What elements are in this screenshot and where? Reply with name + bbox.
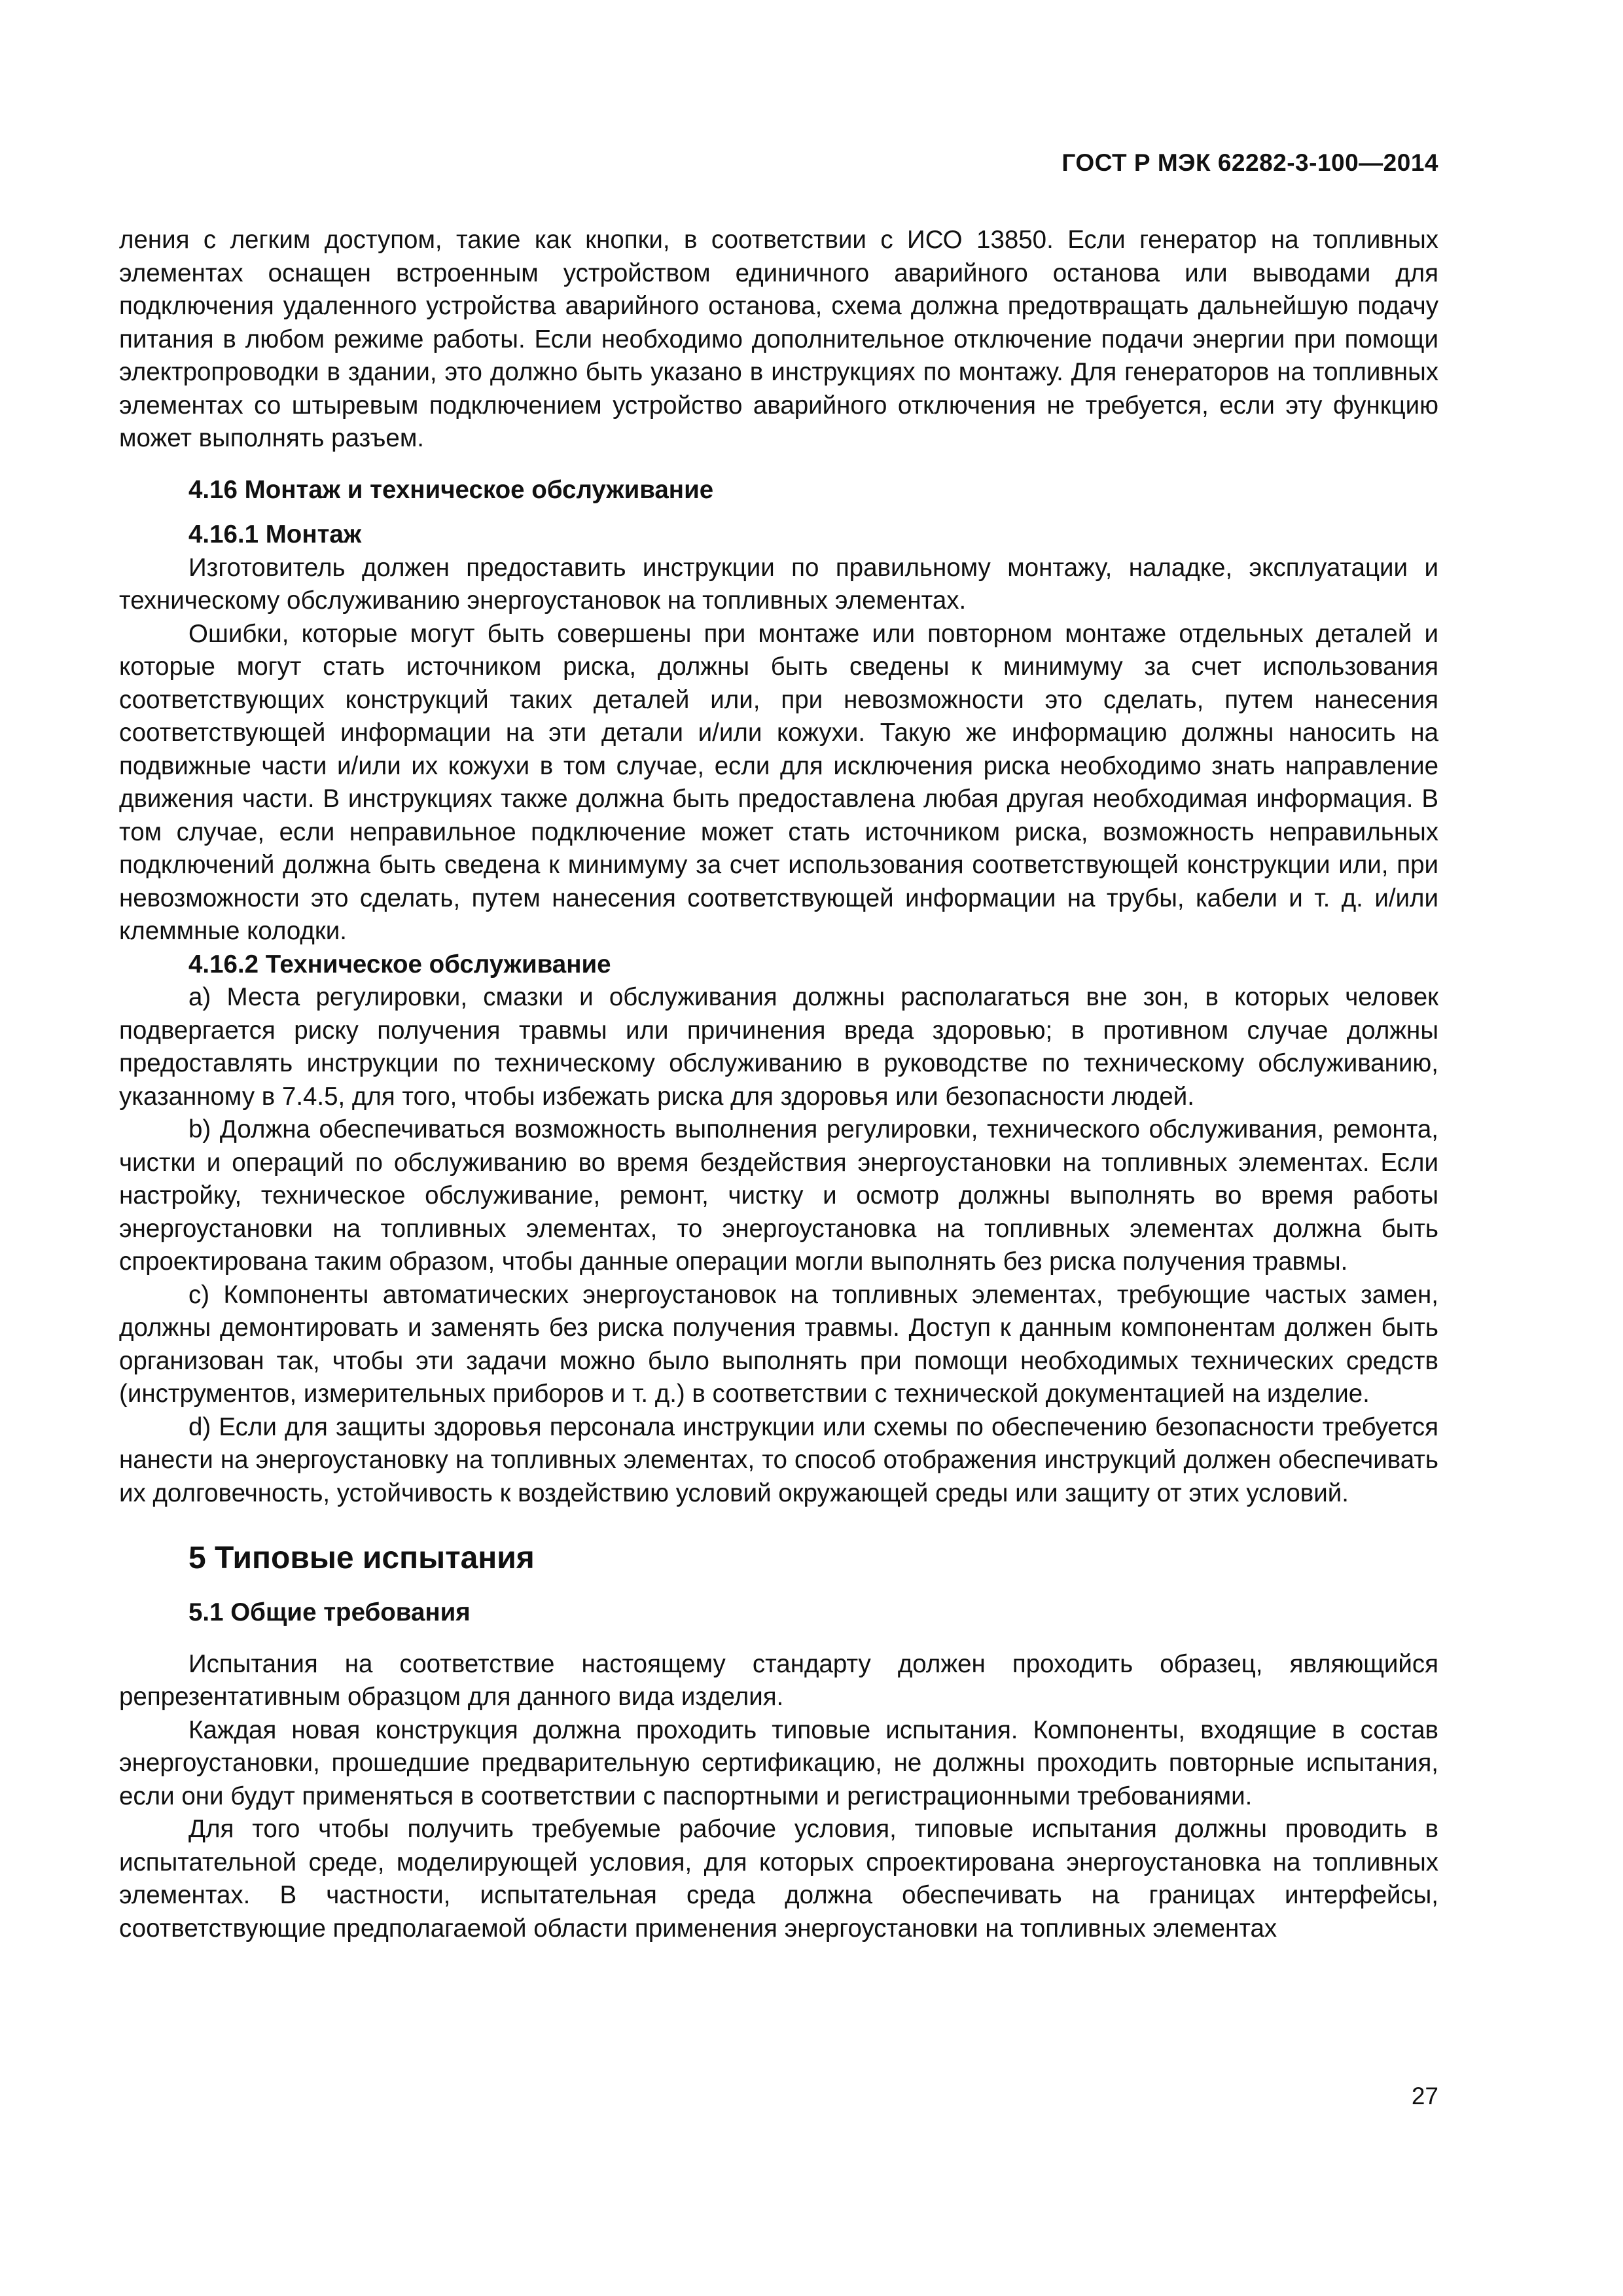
maintenance-item-a: а) Места регулировки, смазки и обслуживания должны располагаться вне зон, в которых человек подвергается риску получения травмы или причинения вреда здоровью; в противном случае должны предоставлять инструкции по техническому обслуживанию в руководстве по техническому обслуживанию, указанному в 7.4.5, для того, чтобы избежать риска для здоровья или безопасности людей. bbox=[119, 983, 1438, 1111]
spacer bbox=[119, 1510, 1438, 1539]
intro-paragraph: ления с легким доступом, такие как кнопки, в соответствии с ИСО 13850. Если генератор на топливных элементах оснащен встроенным устройством единичного аварийного останова или выводами для подключения удаленного устройства аварийного останова, схема должна предотвращать дальнейшую подачу питания в любом режиме работы. Если необходимо дополнительное отключение подачи энергии при помощи электропроводки в здании, это должно быть указано в инструкциях по монтажу. Для генераторов на топливных элементах со штыревым подключением устройство аварийного отключения не требуется, если эту функцию может выполнять разъем. bbox=[119, 226, 1438, 452]
maintenance-item-b: b) Должна обеспечиваться возможность выполнения регулировки, технического обслуживания, ремонта, чистки и операций по обслуживанию во время бездействия энергоустановки на топливных элементах. Если настройку, техническое обслуживание, ремонт, чистку и осмотр должны выполнять во время работы энергоустановки на топливных элементах, то энергоустановка на топливных элементах должна быть спроектирована таким образом, чтобы данные операции могли выполнять без риска получения травмы. bbox=[119, 1115, 1438, 1276]
spacer bbox=[119, 507, 1438, 518]
section-4-16-2-heading: 4.16.2 Техническое обслуживание bbox=[188, 950, 611, 978]
section-5-1-paragraph-3: Для того чтобы получить требуемые рабочие условия, типовые испытания должны проводить в испытательной среде, моделирующей условия, для которых спроектирована энергоустановка на топливных элементах. В частности, испытательная среда должна обеспечивать на границах интерфейсы, соответствующие предполагаемой области применения энергоустановки на топливных элементах bbox=[119, 1815, 1438, 1943]
section-5-heading: 5 Типовые испытания bbox=[188, 1541, 535, 1575]
spacer bbox=[119, 456, 1438, 474]
section-5-1-heading: 5.1 Общие требования bbox=[188, 1598, 471, 1626]
document-code-header: ГОСТ Р МЭК 62282-3-100—2014 bbox=[1061, 149, 1438, 176]
section-4-16-1-paragraph-2: Ошибки, которые могут быть совершены при монтаже или повторном монтаже отдельных деталей и которые могут стать источником риска, должны быть сведены к минимуму за счет использования соответствующих конструкций таких деталей или, при невозможности это сделать, путем нанесения соответствующей информации на эти детали и/или кожухи. Такую же информацию должны наносить на подвижные части и/или их кожухи в том случае, если для исключения риска необходимо знать направление движения части. В инструкциях также должна быть предоставлена любая другая необходимая информация. В том случае, если неправильное подключение может стать источником риска, возможность неправильных подключений должна быть сведена к минимуму за счет использования соответствующей конструкции или, при невозможности это сделать, путем нанесения соответствующей информации на трубы, кабели и т. д. и/или клеммные колодки. bbox=[119, 619, 1438, 945]
page-number: 27 bbox=[1411, 2083, 1438, 2109]
section-5-1-paragraph-2: Каждая новая конструкция должна проходить типовые испытания. Компоненты, входящие в состав энергоустановки, прошедшие предварительную сертификацию, не должны проходить повторные испытания, если они будут применяться в соответствии с паспортными и регистрационными требованиями. bbox=[119, 1715, 1438, 1810]
document-body bbox=[119, 224, 1438, 1945]
section-4-16-1-paragraph-1: Изготовитель должен предоставить инструкции по правильному монтажу, наладке, эксплуатации и техническому обслуживанию энергоустановок на топливных элементах. bbox=[119, 553, 1438, 615]
spacer bbox=[119, 1578, 1438, 1596]
maintenance-item-c: c) Компоненты автоматических энергоустановок на топливных элементах, требующие частых замен, должны демонтировать и заменять без риска получения травмы. Доступ к данным компонентам должен быть организован так, чтобы эти задачи можно было выполнять при помощи необходимых технических средств (инструментов, измерительных приборов и т. д.) в соответствии с технической документацией на изделие. bbox=[119, 1280, 1438, 1408]
maintenance-item-d: d) Если для защиты здоровья персонала инструкции или схемы по обеспечению безопасности требуется нанести на энергоустановку на топливных элементах, то способ отображения инструкций должен обеспечивать их долговечность, устойчивость к воздействию условий окружающей среды или защиту от этих условий. bbox=[119, 1412, 1438, 1507]
section-5-1-paragraph-1: Испытания на соответствие настоящему стандарту должен проходить образец, являющийся репрезентативным образцом для данного вида изделия. bbox=[119, 1649, 1438, 1711]
section-4-16-1-heading: 4.16.1 Монтаж bbox=[188, 520, 362, 548]
spacer bbox=[119, 1630, 1438, 1648]
section-4-16-heading: 4.16 Монтаж и техническое обслуживание bbox=[188, 475, 714, 504]
